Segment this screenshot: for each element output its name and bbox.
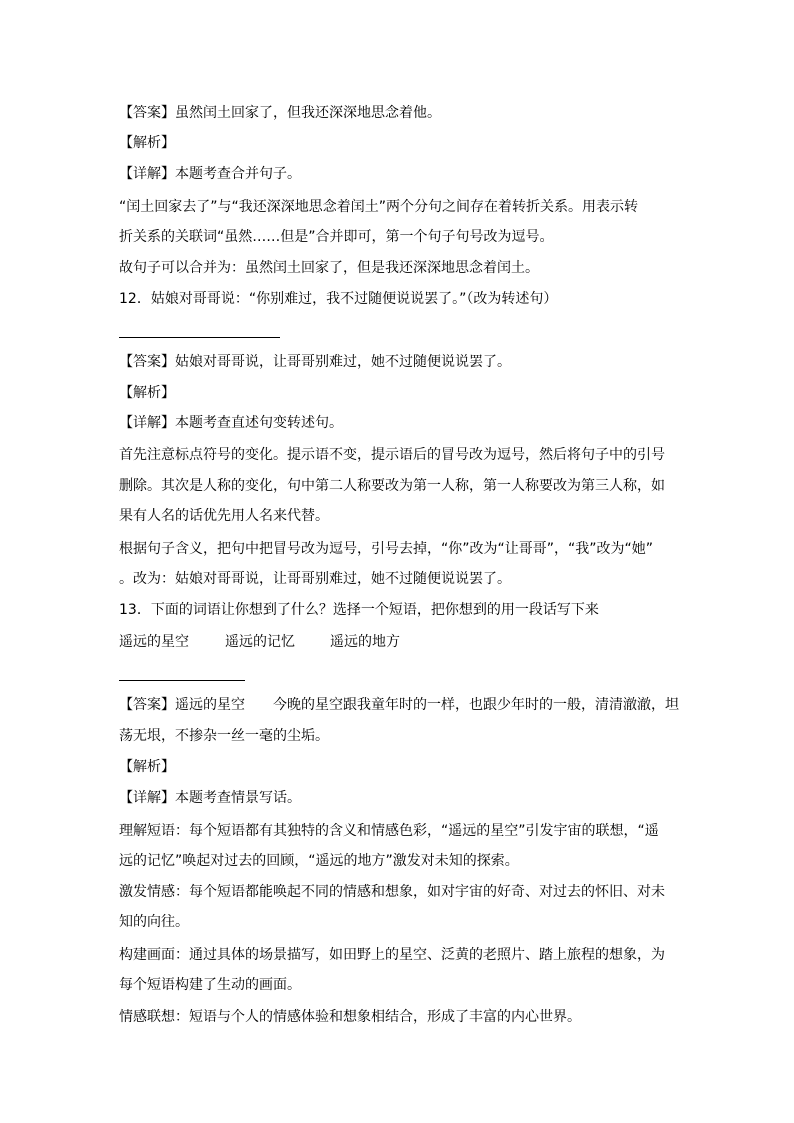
q13-explain-line: 每个短语构建了生动的画面。 xyxy=(119,977,301,993)
q12-question: 12．姑娘对哥哥说：“你别难过，我不过随便说说罢了。”（改为转述句） xyxy=(119,291,558,307)
q13-phrase: 遥远的星空 xyxy=(119,634,189,650)
q13-answer: 【答案】遥远的星空 今晚的星空跟我童年时的一样，也跟少年时的一般，清清澈澈，坦 xyxy=(119,697,679,713)
q11-explain-line: 故句子可以合并为：虽然闰土回家了，但是我还深深地思念着闰土。 xyxy=(119,260,539,276)
q12-answer: 【答案】姑娘对哥哥说，让哥哥别难过，她不过随便说说罢了。 xyxy=(119,354,511,370)
q11-answer: 【答案】虽然闰土回家了，但我还深深地思念着他。 xyxy=(119,105,441,121)
q11-explain-line: 折关系的关联词“虽然……但是”合并即可，第一个句子句号改为逗号。 xyxy=(119,229,554,245)
q12-analysis-heading: 【解析】 xyxy=(119,385,175,401)
q11-explain-line: “闰土回家去了”与“我还深深地思念着闰土”两个分句之间存在着转折关系。用表示转 xyxy=(119,199,639,215)
q13-phrase: 遥远的记忆 xyxy=(225,634,295,650)
q12-explain-line: 首先注意标点符号的变化。提示语不变，提示语后的冒号改为逗号，然后将句子中的引号 xyxy=(119,447,665,463)
q13-explain-line: 远的记忆”唤起对过去的回顾，“遥远的地方”激发对未知的探索。 xyxy=(119,853,519,869)
q12-explain-line: 。改为：姑娘对哥哥说，让哥哥别难过，她不过随便说说罢了。 xyxy=(119,571,511,587)
q13-explain-line: 构建画面：通过具体的场景描写，如田野上的星空、泛黄的老照片、踏上旅程的想象，为 xyxy=(119,947,665,963)
q13-answer-continued: 荡无垠，不掺杂一丝一毫的尘垢。 xyxy=(119,728,329,744)
q12-explain-line: 删除。其次是人称的变化，句中第二人称要改为第一人称，第一人称要改为第三人称，如 xyxy=(119,478,665,494)
q13-explain-line: 知的向往。 xyxy=(119,914,189,930)
q13-explain-line: 情感联想：短语与个人的情感体验和想象相结合，形成了丰富的内心世界。 xyxy=(119,1009,581,1025)
q11-detail: 【详解】本题考查合并句子。 xyxy=(119,166,301,182)
q12-explain-line: 根据句子含义，把句中把冒号改为逗号，引号去掉，“你”改为“让哥哥”，“我”改为“她” xyxy=(119,541,654,557)
q12-explain-line: 果有人名的话优先用人名来代替。 xyxy=(119,508,329,524)
q12-detail: 【详解】本题考查直述句变转述句。 xyxy=(119,415,343,431)
q13-answer-blank-line xyxy=(119,680,245,681)
q12-answer-blank-line xyxy=(119,337,280,338)
q13-phrase: 遥远的地方 xyxy=(330,634,400,650)
q13-explain-line: 激发情感：每个短语都能唤起不同的情感和想象，如对宇宙的好奇、对过去的怀旧、对未 xyxy=(119,884,665,900)
q13-detail: 【详解】本题考查情景写话。 xyxy=(119,790,301,806)
q13-analysis-heading: 【解析】 xyxy=(119,759,175,775)
q11-analysis-heading: 【解析】 xyxy=(119,135,175,151)
q13-explain-line: 理解短语：每个短语都有其独特的含义和情感色彩，“遥远的星空”引发宇宙的联想，“遥 xyxy=(119,823,659,839)
q13-question: 13．下面的词语让你想到了什么？选择一个短语，把你想到的用一段话写下来 xyxy=(119,602,599,618)
